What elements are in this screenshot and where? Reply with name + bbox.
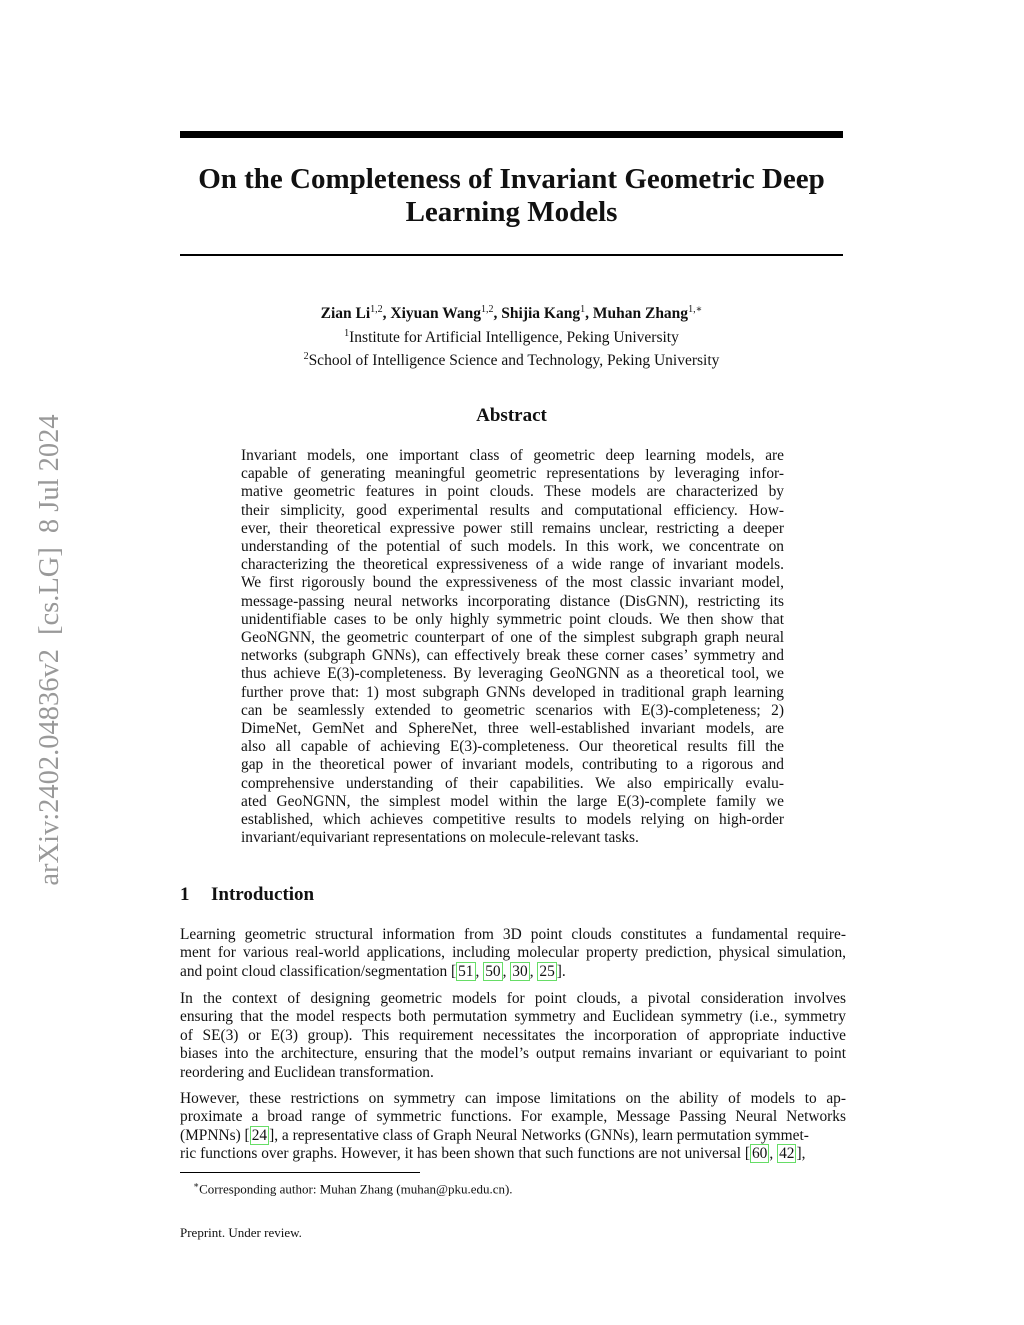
abstract-line: thus achieve E(3)-completeness. By leveraging GeoNGNN as a theoretical tool, we bbox=[241, 665, 784, 683]
author-affil-mark: 1,2 bbox=[481, 304, 494, 315]
author-name: Shijia Kang bbox=[501, 305, 581, 323]
author-list: Zian Li$^{1,2}$, Xiyuan Wang$^{1,2}$, Shijia Kang$^1$, Muhan Zhang$^{1,∗}$ bbox=[320, 304, 703, 323]
citation-link[interactable]: 24 bbox=[251, 1126, 268, 1144]
paragraph-line: ment for various real-world applications, including molecular property prediction, physical simulation, bbox=[180, 944, 846, 962]
arxiv-stamp-text bbox=[34, 414, 66, 885]
paragraph-line: In the context of designing geometric models for point clouds, a pivotal consideration involves bbox=[180, 990, 846, 1007]
author-name: Zian Li bbox=[320, 305, 371, 323]
citation-link[interactable]: 60 bbox=[751, 1145, 768, 1163]
abstract-line: comprehensive understanding of their capabilities. We also empirically evalu- bbox=[241, 774, 784, 792]
line-text: ric functions over graphs. However, it has been shown that such functions are not universal [ bbox=[180, 1145, 750, 1163]
intro-paragraph-2 bbox=[180, 990, 846, 1082]
abstract-line: characterizing the theoretical expressiveness of a wide range of invariant models. bbox=[241, 556, 784, 574]
arxiv-category: [cs.LG] bbox=[34, 547, 65, 635]
author-block bbox=[180, 300, 843, 371]
line-text: ], a representative class of Graph Neural Networks (GNNs), learn permutation symmet- bbox=[269, 1126, 809, 1144]
citation-link[interactable]: 25 bbox=[539, 962, 555, 980]
paragraph-line: ric functions over graphs. However, it has been shown that such functions are not universal [ 60 , 42 ], bbox=[180, 1145, 806, 1163]
title-line: Learning Models bbox=[405, 196, 618, 228]
citation-link[interactable]: 50 bbox=[485, 962, 501, 980]
abstract-line: message-passing neural networks incorporating distance (DisGNN), restricting its bbox=[241, 592, 784, 610]
abstract-line: their simplicity, good experimental results and computational efficiency. How- bbox=[241, 501, 784, 519]
paragraph-line: and point cloud classification/segmentation [ 51 , 50 , 30 , 25 ]. bbox=[180, 962, 566, 980]
author-affil-mark: 1 bbox=[580, 304, 586, 315]
title-bottom-rule bbox=[180, 254, 843, 256]
author-name: Xiyuan Wang bbox=[390, 305, 482, 323]
abstract-body bbox=[241, 447, 784, 847]
author-name: Muhan Zhang bbox=[592, 305, 689, 323]
author-affil-mark[interactable]: 1,∗ bbox=[688, 304, 703, 315]
abstract-line: ever, their theoretical expressive power still remains unclear, restricting a deeper bbox=[241, 519, 784, 537]
paragraph-line: ensuring that the model respects both permutation symmetry and Euclidean symmetry (i.e., symmetry bbox=[180, 1008, 846, 1026]
citation-link[interactable]: 42 bbox=[779, 1145, 795, 1163]
affil-mark: 1 bbox=[344, 327, 350, 339]
arxiv-id[interactable]: arXiv:2402.04836v2 bbox=[34, 648, 65, 886]
abstract-line: Invariant models, one important class of geometric deep learning models, are bbox=[241, 447, 784, 464]
paragraph-line: of SE(3) or E(3) group). This requirement necessitates the incorporation of appropriate inductive bbox=[180, 1026, 846, 1044]
abstract-line: unidentifiable cases to be only highly symmetric point clouds. We then show that bbox=[241, 610, 784, 628]
paragraph-line: However, these restrictions on symmetry can impose limitations on the ability of models to ap- bbox=[180, 1090, 846, 1107]
abstract-line: invariant/equivariant representations on molecule-relevant tasks. bbox=[241, 829, 639, 847]
line-text: and point cloud classification/segmentation [ bbox=[180, 962, 457, 980]
abstract-line: can be seamlessly extended to geometric scenarios with E(3)-completeness; 2) bbox=[241, 701, 784, 719]
line-text: ], bbox=[796, 1145, 806, 1163]
abstract-line: networks (subgraph GNNs), can effectively break these corner cases’ symmetry and bbox=[241, 647, 784, 665]
footnote-text: Corresponding author: Muhan Zhang (muhan@pku.edu.cn). bbox=[199, 1181, 513, 1197]
footnote-rule bbox=[180, 1172, 420, 1173]
abstract-line: GeoNGNN, the geometric counterpart of one of the simplest subgraph graph neural bbox=[241, 629, 784, 647]
intro-paragraph-1 bbox=[180, 926, 846, 981]
paragraph-line: proximate a broad range of symmetric functions. For example, Message Passing Neural Networks bbox=[180, 1108, 846, 1126]
citation-link[interactable]: 30 bbox=[512, 962, 528, 980]
title-top-rule bbox=[180, 131, 843, 138]
abstract-heading: Abstract bbox=[476, 405, 547, 426]
author-affil-mark: 1,2 bbox=[370, 304, 383, 315]
footnote bbox=[193, 1177, 513, 1197]
abstract-line: also all capable of achieving E(3)-completeness. Our theoretical results fill the bbox=[241, 738, 784, 756]
abstract-line: ated GeoNGNN, the simplest model within the large E(3)-complete family we bbox=[241, 792, 784, 810]
abstract-line: gap in the theoretical power of invariant models, contributing to a rigorous and bbox=[241, 756, 784, 774]
affiliation-2 bbox=[180, 347, 843, 371]
paragraph-line bbox=[180, 1127, 846, 1145]
paragraph-line: reordering and Euclidean transformation. bbox=[180, 1063, 434, 1081]
affiliation-1 bbox=[180, 324, 843, 348]
affil-text: School of Intelligence Science and Technology, Peking University bbox=[308, 352, 720, 370]
abstract-line: understanding of the potential of such models. In this work, we concentrate on bbox=[241, 538, 784, 556]
line-text: (MPNNs) [ bbox=[180, 1126, 250, 1144]
affil-mark: 2 bbox=[303, 351, 309, 363]
affil-text: Institute for Artificial Intelligence, Peking University bbox=[349, 328, 679, 346]
paragraph-line: biases into the architecture, ensuring that the model’s output remains invariant or equivariant to point bbox=[180, 1045, 846, 1063]
section-heading-introduction bbox=[180, 884, 314, 906]
footnote-mark: ∗ bbox=[193, 1180, 200, 1190]
abstract-line: capable of generating meaningful geometric representations by leveraging infor- bbox=[241, 465, 784, 483]
line-text: ]. bbox=[556, 962, 566, 980]
abstract-line: further prove that: 1) most subgraph GNNs developed in traditional graph learning bbox=[241, 683, 784, 701]
section-title: Introduction bbox=[211, 884, 315, 905]
abstract-line: We first rigorously bound the expressiveness of the most classic invariant model, bbox=[241, 574, 784, 592]
title-line: On the Completeness of Invariant Geometric Deep bbox=[198, 163, 825, 195]
preprint-notice: Preprint. Under review. bbox=[180, 1225, 302, 1240]
paragraph-line: Learning geometric structural information from 3D point clouds constitutes a fundamental require- bbox=[180, 926, 846, 943]
section-number: 1 bbox=[180, 884, 190, 905]
paper-title bbox=[180, 163, 843, 229]
abstract-line: mative geometric features in point clouds. These models are characterized by bbox=[241, 483, 784, 501]
arxiv-date: 8 Jul 2024 bbox=[34, 414, 65, 534]
abstract-line: established, which achieves competitive results to models relying on high-order bbox=[241, 811, 784, 829]
citation-link[interactable]: 51 bbox=[458, 962, 474, 980]
abstract-line: DimeNet, GemNet and SphereNet, three well-established invariant models, are bbox=[241, 720, 784, 738]
intro-paragraph-3 bbox=[180, 1090, 846, 1164]
